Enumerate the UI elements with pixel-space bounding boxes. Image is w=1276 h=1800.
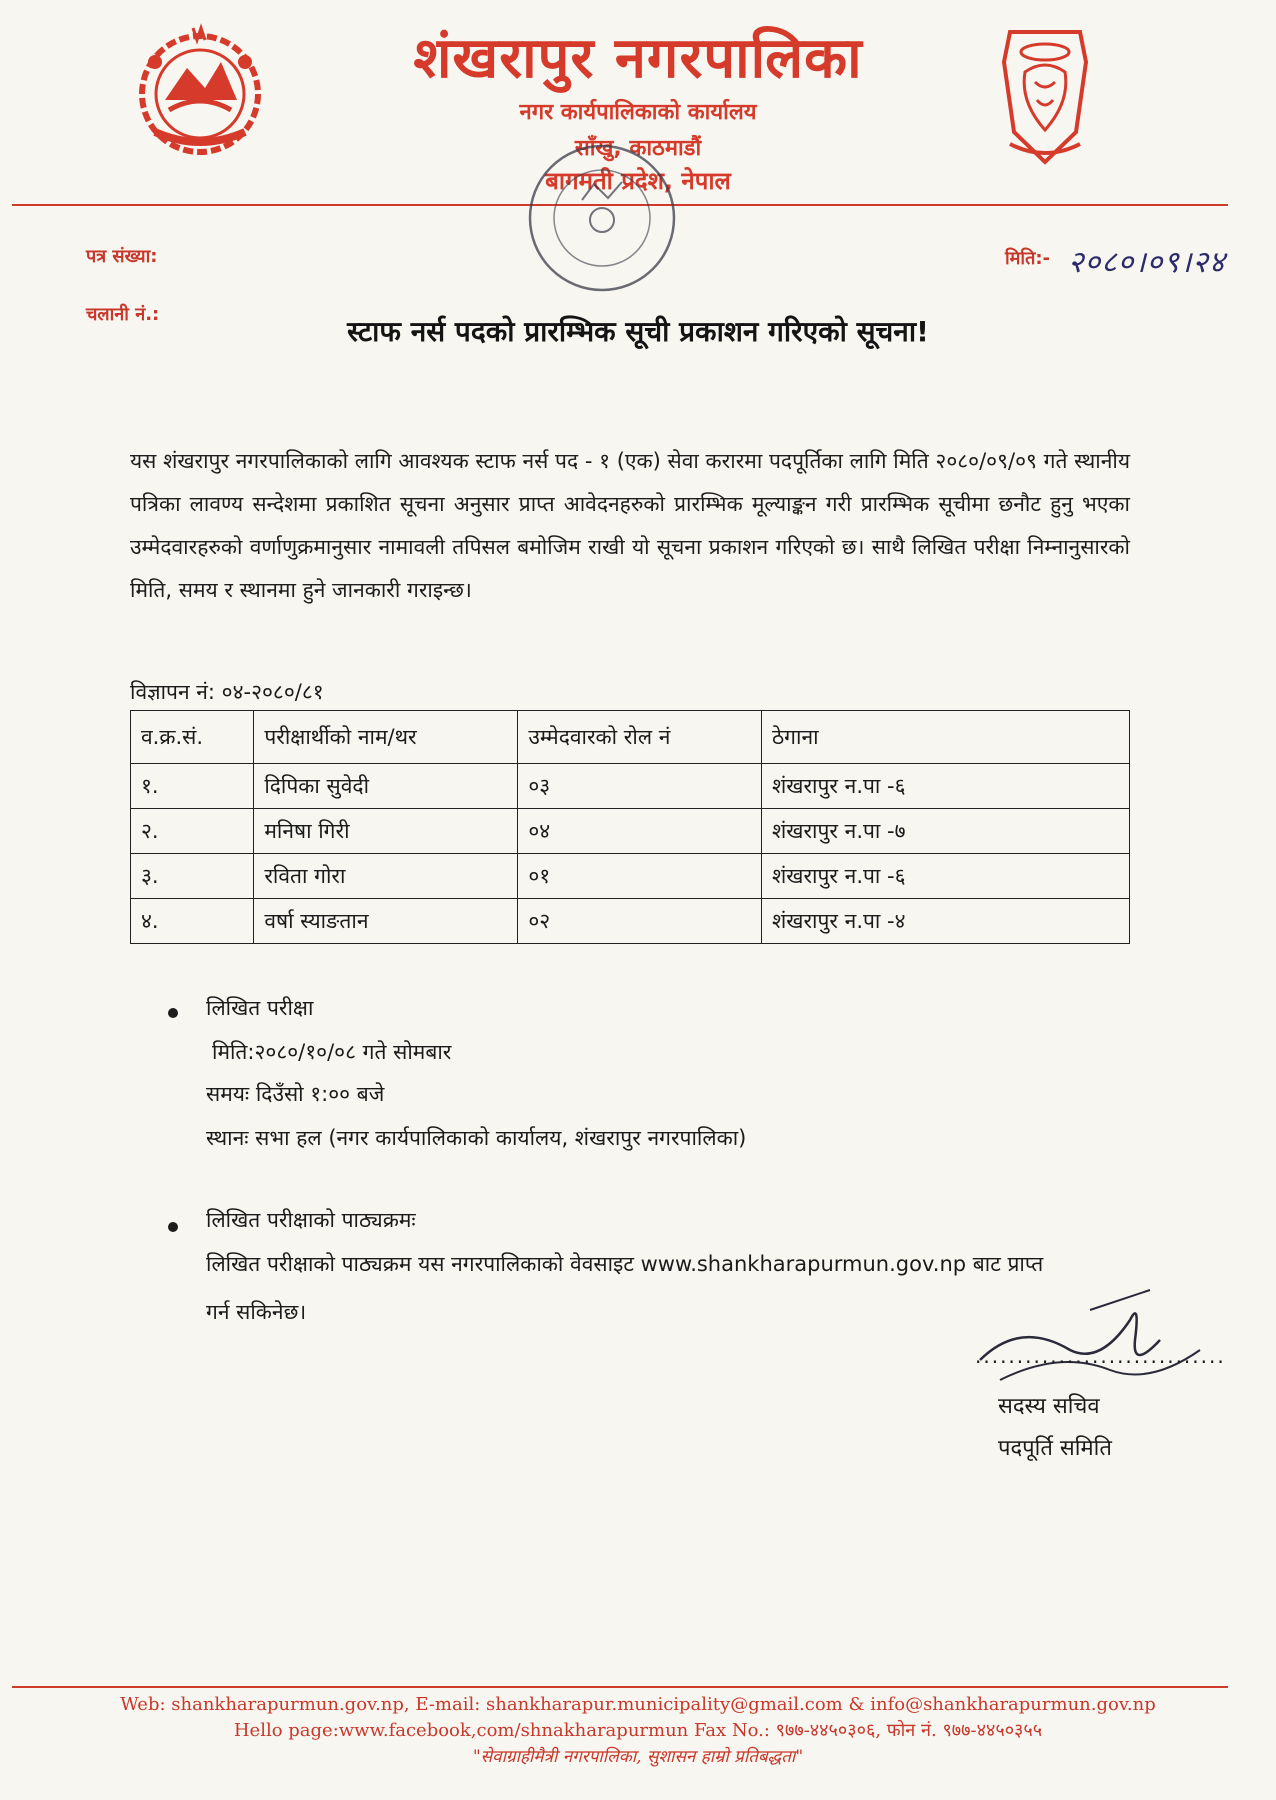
bullet-icon [168,1222,178,1232]
cell-name: मनिषा गिरी [254,809,518,854]
cell-name: दिपिका सुवेदी [254,764,518,809]
header-name: परीक्षार्थीको नाम/थर [254,711,518,764]
cell-address: शंखरापुर न.पा -४ [761,899,1129,944]
dispatch-number-label: चलानी नं.: [86,304,160,325]
exam-date: मिति:२०८०/१०/०८ गते सोमबार [212,1040,452,1064]
footer-social: Hello page:www.facebook,com/shnakharapurmun Fax No.: ९७७-४४५०३०६, फोन नं. ९७७-४४५०३५५ [233,1720,1043,1741]
table-row [131,809,1130,854]
syllabus-text-line2: गर्न सकिनेछ। [206,1300,307,1324]
cell-roll: ०२ [518,899,762,944]
office-stamp-icon [490,108,720,338]
notice-intro: यस शंखरापुर नगरपालिकाको लागि आवश्यक स्टाफ नर्स पद - १ (एक) सेवा करारमा पदपूर्तिका लागि मिति २०८०/०९/०९ गते स्थानीय पत्रिका लावण्य सन्देशमा प्रकाशित सूचना अनुसार प्राप्त आवेदनहरुको प्रारम्भिक मूल्याङ्कन गरी प्रारम्भिक सूचीमा छनौट हुनु भएका उम्मेदवारहरुको वर्णाणुक्रमानुसार नामावली तपिसल बमोजिम राखी यो सूचना प्रकाशन गरिएको छ। साथै लिखित परीक्षा निम्नानुसारको मिति, समय र स्थानमा हुने जानकारी गराइन्छ। [130,449,1130,602]
syllabus-text-line1: लिखित परीक्षाको पाठ्यक्रम यस नगरपालिकाको वेवसाइट www.shankharapurmun.gov.np बाट प्राप्त [206,1252,1044,1276]
cell-roll: ०४ [518,809,762,854]
exam-time: समयः दिउँसो १:०० बजे [206,1082,385,1106]
cell-roll: ०१ [518,854,762,899]
cell-name: रविता गोरा [254,854,518,899]
table-header-row [131,711,1130,764]
table-row [131,764,1130,809]
header-roll: उम्मेदवारको रोल नं [518,711,762,764]
cell-name: वर्षा स्याङतान [254,899,518,944]
syllabus-heading: लिखित परीक्षाको पाठ्यक्रमः [206,1208,416,1232]
cell-roll: ०३ [518,764,762,809]
candidate-table [130,710,1130,944]
footer-slogan: "सेवाग्राहीमैत्री नगरपालिका, सुशासन हाम्रो प्रतिबद्धता" [472,1747,804,1767]
letter-number-label: पत्र संख्या: [86,246,158,267]
cell-address: शंखरापुर न.पा -६ [761,764,1129,809]
header-address: ठेगाना [761,711,1129,764]
exam-venue: स्थानः सभा हल (नगर कार्यपालिकाको कार्यालय, शंखरापुर नगरपालिका) [206,1126,747,1150]
notice-title: स्टाफ नर्स पदको प्रारम्भिक सूची प्रकाशन गरिएको सूचना! [347,315,929,348]
cell-serial: ४. [131,899,254,944]
cell-serial: १. [131,764,254,809]
signatory-role: सदस्य सचिव [998,1394,1100,1419]
cell-address: शंखरापुर न.पा -६ [761,854,1129,899]
cell-serial: ३. [131,854,254,899]
office-location: साँखु, काठमाडौं [574,136,702,161]
signatory-committee: पदपूर्ति समिति [998,1436,1112,1461]
header-serial: व.क्र.सं. [131,711,254,764]
conch-emblem-icon [990,22,1100,167]
table-row [131,899,1130,944]
footer-divider [12,1686,1228,1688]
cell-serial: २. [131,809,254,854]
signature-line: .............................. [975,1344,1226,1368]
date-value: २०८०।०९।२४ [1068,245,1226,280]
footer-contact: Web: shankharapurmun.gov.np, E-mail: shankharapur.municipality@gmail.com & info@shankharapurmun.gov.np [120,1694,1156,1715]
exam-heading: लिखित परीक्षा [206,996,314,1020]
advertisement-number: विज्ञापन नं: ०४-२०८०/८१ [130,680,324,704]
municipality-title: शंखरापुर नगरपालिका [413,26,863,91]
date-label: मिति:- [1005,248,1051,269]
bullet-icon [168,1008,178,1018]
table-row [131,854,1130,899]
cell-address: शंखरापुर न.पा -७ [761,809,1129,854]
office-province: बागमती प्रदेश, नेपाल [545,167,731,195]
office-name: नगर कार्यपालिकाको कार्यालय [519,100,757,125]
